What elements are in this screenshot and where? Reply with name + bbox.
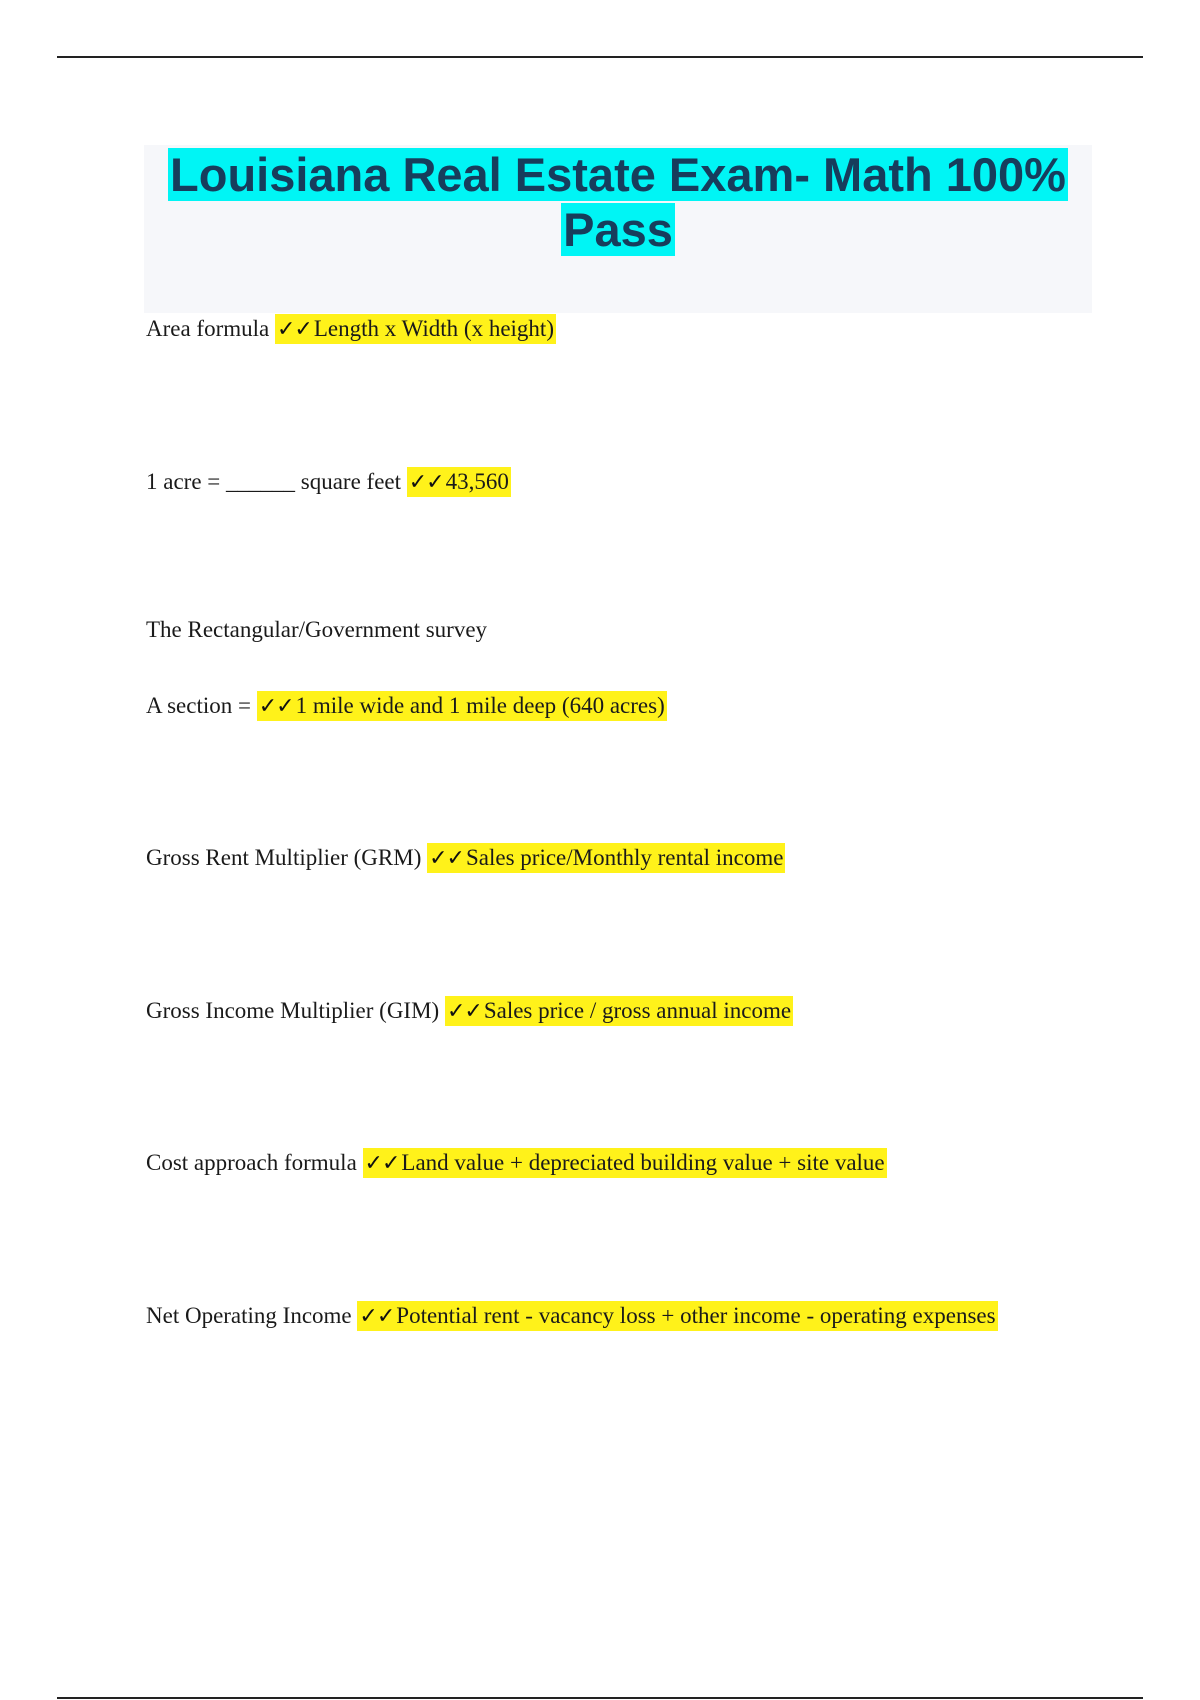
double-check-icon: ✓✓: [277, 317, 312, 342]
answer-text: 43,560: [445, 469, 509, 494]
question-text: Net Operating Income: [146, 1303, 352, 1328]
heading-text: The Rectangular/Government survey: [146, 617, 488, 642]
answer-highlight: [445, 996, 793, 1026]
question-text: Gross Rent Multiplier (GRM): [146, 845, 422, 870]
answer-text: Length x Width (x height): [313, 316, 554, 341]
answer-highlight: [257, 691, 667, 721]
question-text: 1 acre = ______ square feet: [146, 469, 401, 494]
qa-item-gim: [146, 996, 793, 1027]
page-title: [144, 145, 1092, 257]
double-check-icon: ✓✓: [359, 1304, 395, 1329]
title-block: [144, 145, 1092, 313]
double-check-icon: ✓✓: [446, 999, 482, 1024]
answer-text: Sales price / gross annual income: [483, 998, 792, 1023]
answer-text: 1 mile wide and 1 mile deep (640 acres): [295, 693, 665, 718]
section-heading-survey: [146, 615, 487, 645]
double-check-icon: ✓✓: [258, 694, 294, 719]
question-text: A section =: [146, 693, 251, 718]
question-text: Gross Income Multiplier (GIM): [146, 998, 440, 1023]
bottom-rule: [57, 1697, 1143, 1699]
qa-item-grm: [146, 843, 785, 874]
double-check-icon: ✓✓: [429, 846, 464, 871]
answer-text: Potential rent - vacancy loss + other income - operating expenses: [396, 1303, 996, 1328]
double-check-icon: ✓✓: [408, 470, 444, 495]
double-check-icon: ✓✓: [364, 1151, 400, 1176]
answer-highlight: [407, 467, 511, 497]
question-text: Cost approach formula: [146, 1150, 357, 1175]
qa-item-noi: [146, 1301, 998, 1332]
title-line-2: Pass: [563, 203, 673, 256]
title-line-1: Louisiana Real Estate Exam- Math 100%: [170, 148, 1066, 201]
qa-item-cost-approach: [146, 1148, 887, 1179]
answer-text: Sales price/Monthly rental income: [465, 845, 784, 870]
answer-highlight: [427, 843, 785, 873]
answer-highlight: [363, 1148, 887, 1178]
answer-text: Land value + depreciated building value + site value: [401, 1150, 885, 1175]
top-rule: [57, 56, 1143, 58]
qa-item-area-formula: [146, 314, 556, 345]
question-text: Area formula: [146, 316, 270, 341]
answer-highlight: [357, 1301, 997, 1331]
qa-item-acre: [146, 467, 511, 498]
answer-highlight: [275, 314, 556, 344]
qa-item-section: [146, 691, 667, 722]
